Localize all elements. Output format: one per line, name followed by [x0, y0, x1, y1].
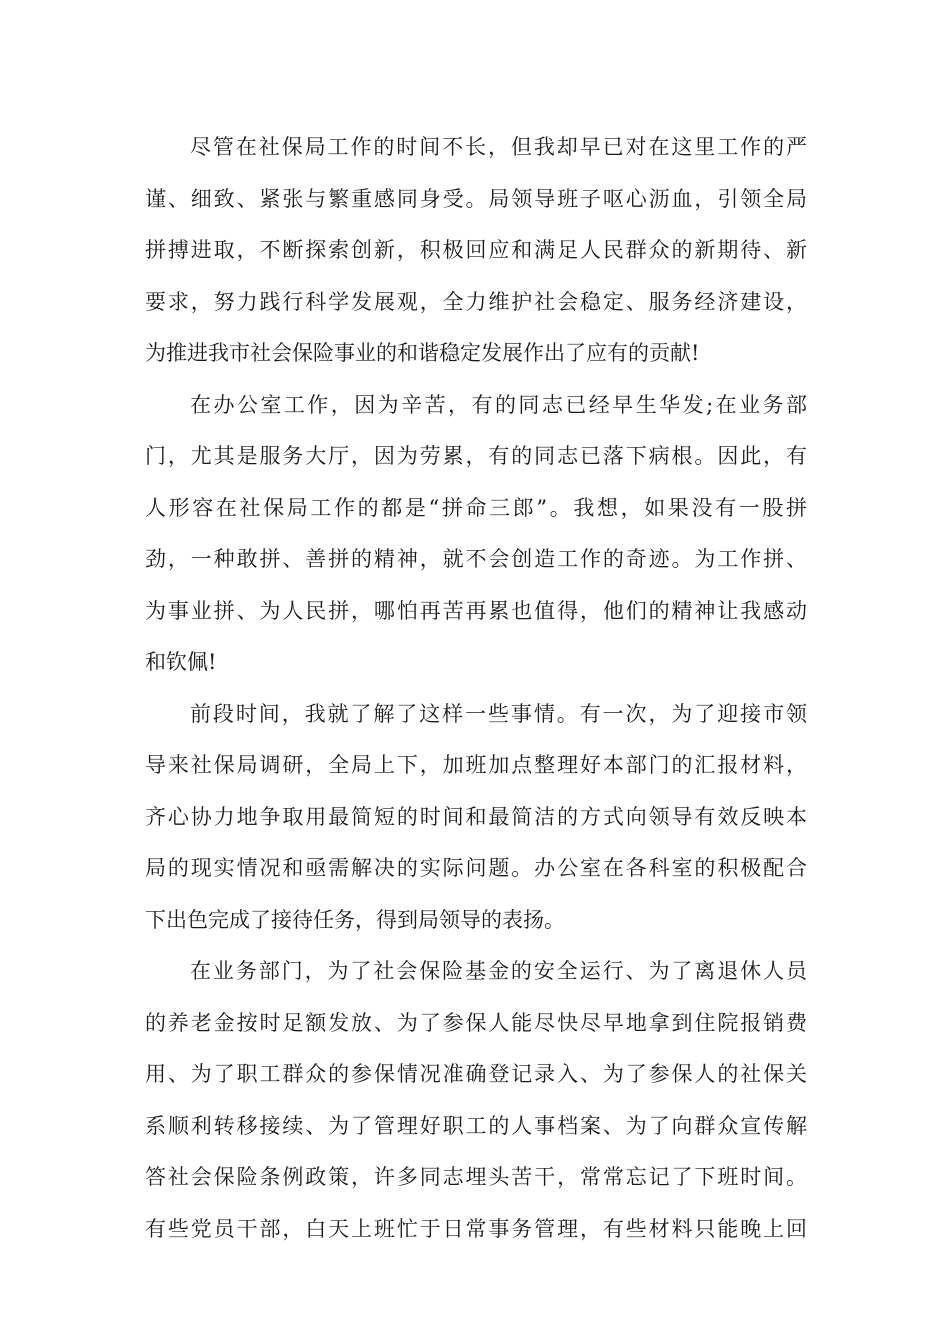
- text-line: 用、为了职工群众的参保情况准确登记录入、为了参保人的社保关: [145, 1062, 807, 1086]
- text-line: 门，尤其是服务大厅，因为劳累，有的同志已落下病根。因此，有: [145, 444, 807, 468]
- text-line: 在办公室工作，因为辛苦，有的同志已经早生华发;在业务部: [190, 392, 807, 417]
- text-line: 前段时间，我就了解了这样一些事情。有一次，为了迎接市领: [190, 701, 807, 726]
- text-line: 下出色完成了接待任务，得到局领导的表扬。: [145, 907, 565, 932]
- text-line: 和钦佩!: [145, 650, 217, 674]
- paragraph-2: [145, 380, 807, 689]
- text-line: 拼搏进取，不断探索创新，积极回应和满足人民群众的新期待、新: [145, 238, 807, 262]
- text-line: 在业务部门，为了社会保险基金的安全运行、为了离退休人员: [190, 959, 807, 983]
- text-line: 答社会保险条例政策，许多同志埋头苦干，常常忘记了下班时间。: [145, 1165, 807, 1189]
- text-line: 导来社保局调研，全局上下，加班加点整理好本部门的汇报材料，: [145, 753, 807, 777]
- paragraph-4: [145, 946, 807, 1255]
- paragraph-1: [145, 122, 807, 380]
- text-line: 有些党员干部，白天上班忙于日常事务管理，有些材料只能晚上回: [145, 1216, 807, 1241]
- paragraph-3: [145, 689, 807, 947]
- text-line: 齐心协力地争取用最简短的时间和最简洁的方式向领导有效反映本: [145, 804, 807, 829]
- text-line: 尽管在社保局工作的时间不长，但我却早已对在这里工作的严: [190, 135, 807, 159]
- text-line: 谨、细致、紧张与繁重感同身受。局领导班子呕心沥血，引领全局: [145, 186, 807, 211]
- text-line: 的养老金按时足额发放、为了参保人能尽快尽早地拿到住院报销费: [145, 1010, 807, 1035]
- text-line: 劲，一种敢拼、善拼的精神，就不会创造工作的奇迹。为工作拼、: [145, 547, 807, 571]
- text-line: 为事业拼、为人民拼，哪怕再苦再累也值得，他们的精神让我感动: [145, 598, 807, 623]
- text-line: 系顺利转移接续、为了管理好职工的人事档案、为了向群众宣传解: [145, 1113, 807, 1138]
- text-line: 为推进我市社会保险事业的和谐稳定发展作出了应有的贡献!: [145, 341, 700, 365]
- text-line: 人形容在社保局工作的都是“拼命三郎”。我想，如果没有一股拼: [145, 495, 807, 520]
- document-body: [145, 122, 807, 1255]
- text-line: 要求，努力践行科学发展观，全力维护社会稳定、服务经济建设，: [145, 289, 807, 314]
- text-line: 局的现实情况和亟需解决的实际问题。办公室在各科室的积极配合: [145, 856, 807, 880]
